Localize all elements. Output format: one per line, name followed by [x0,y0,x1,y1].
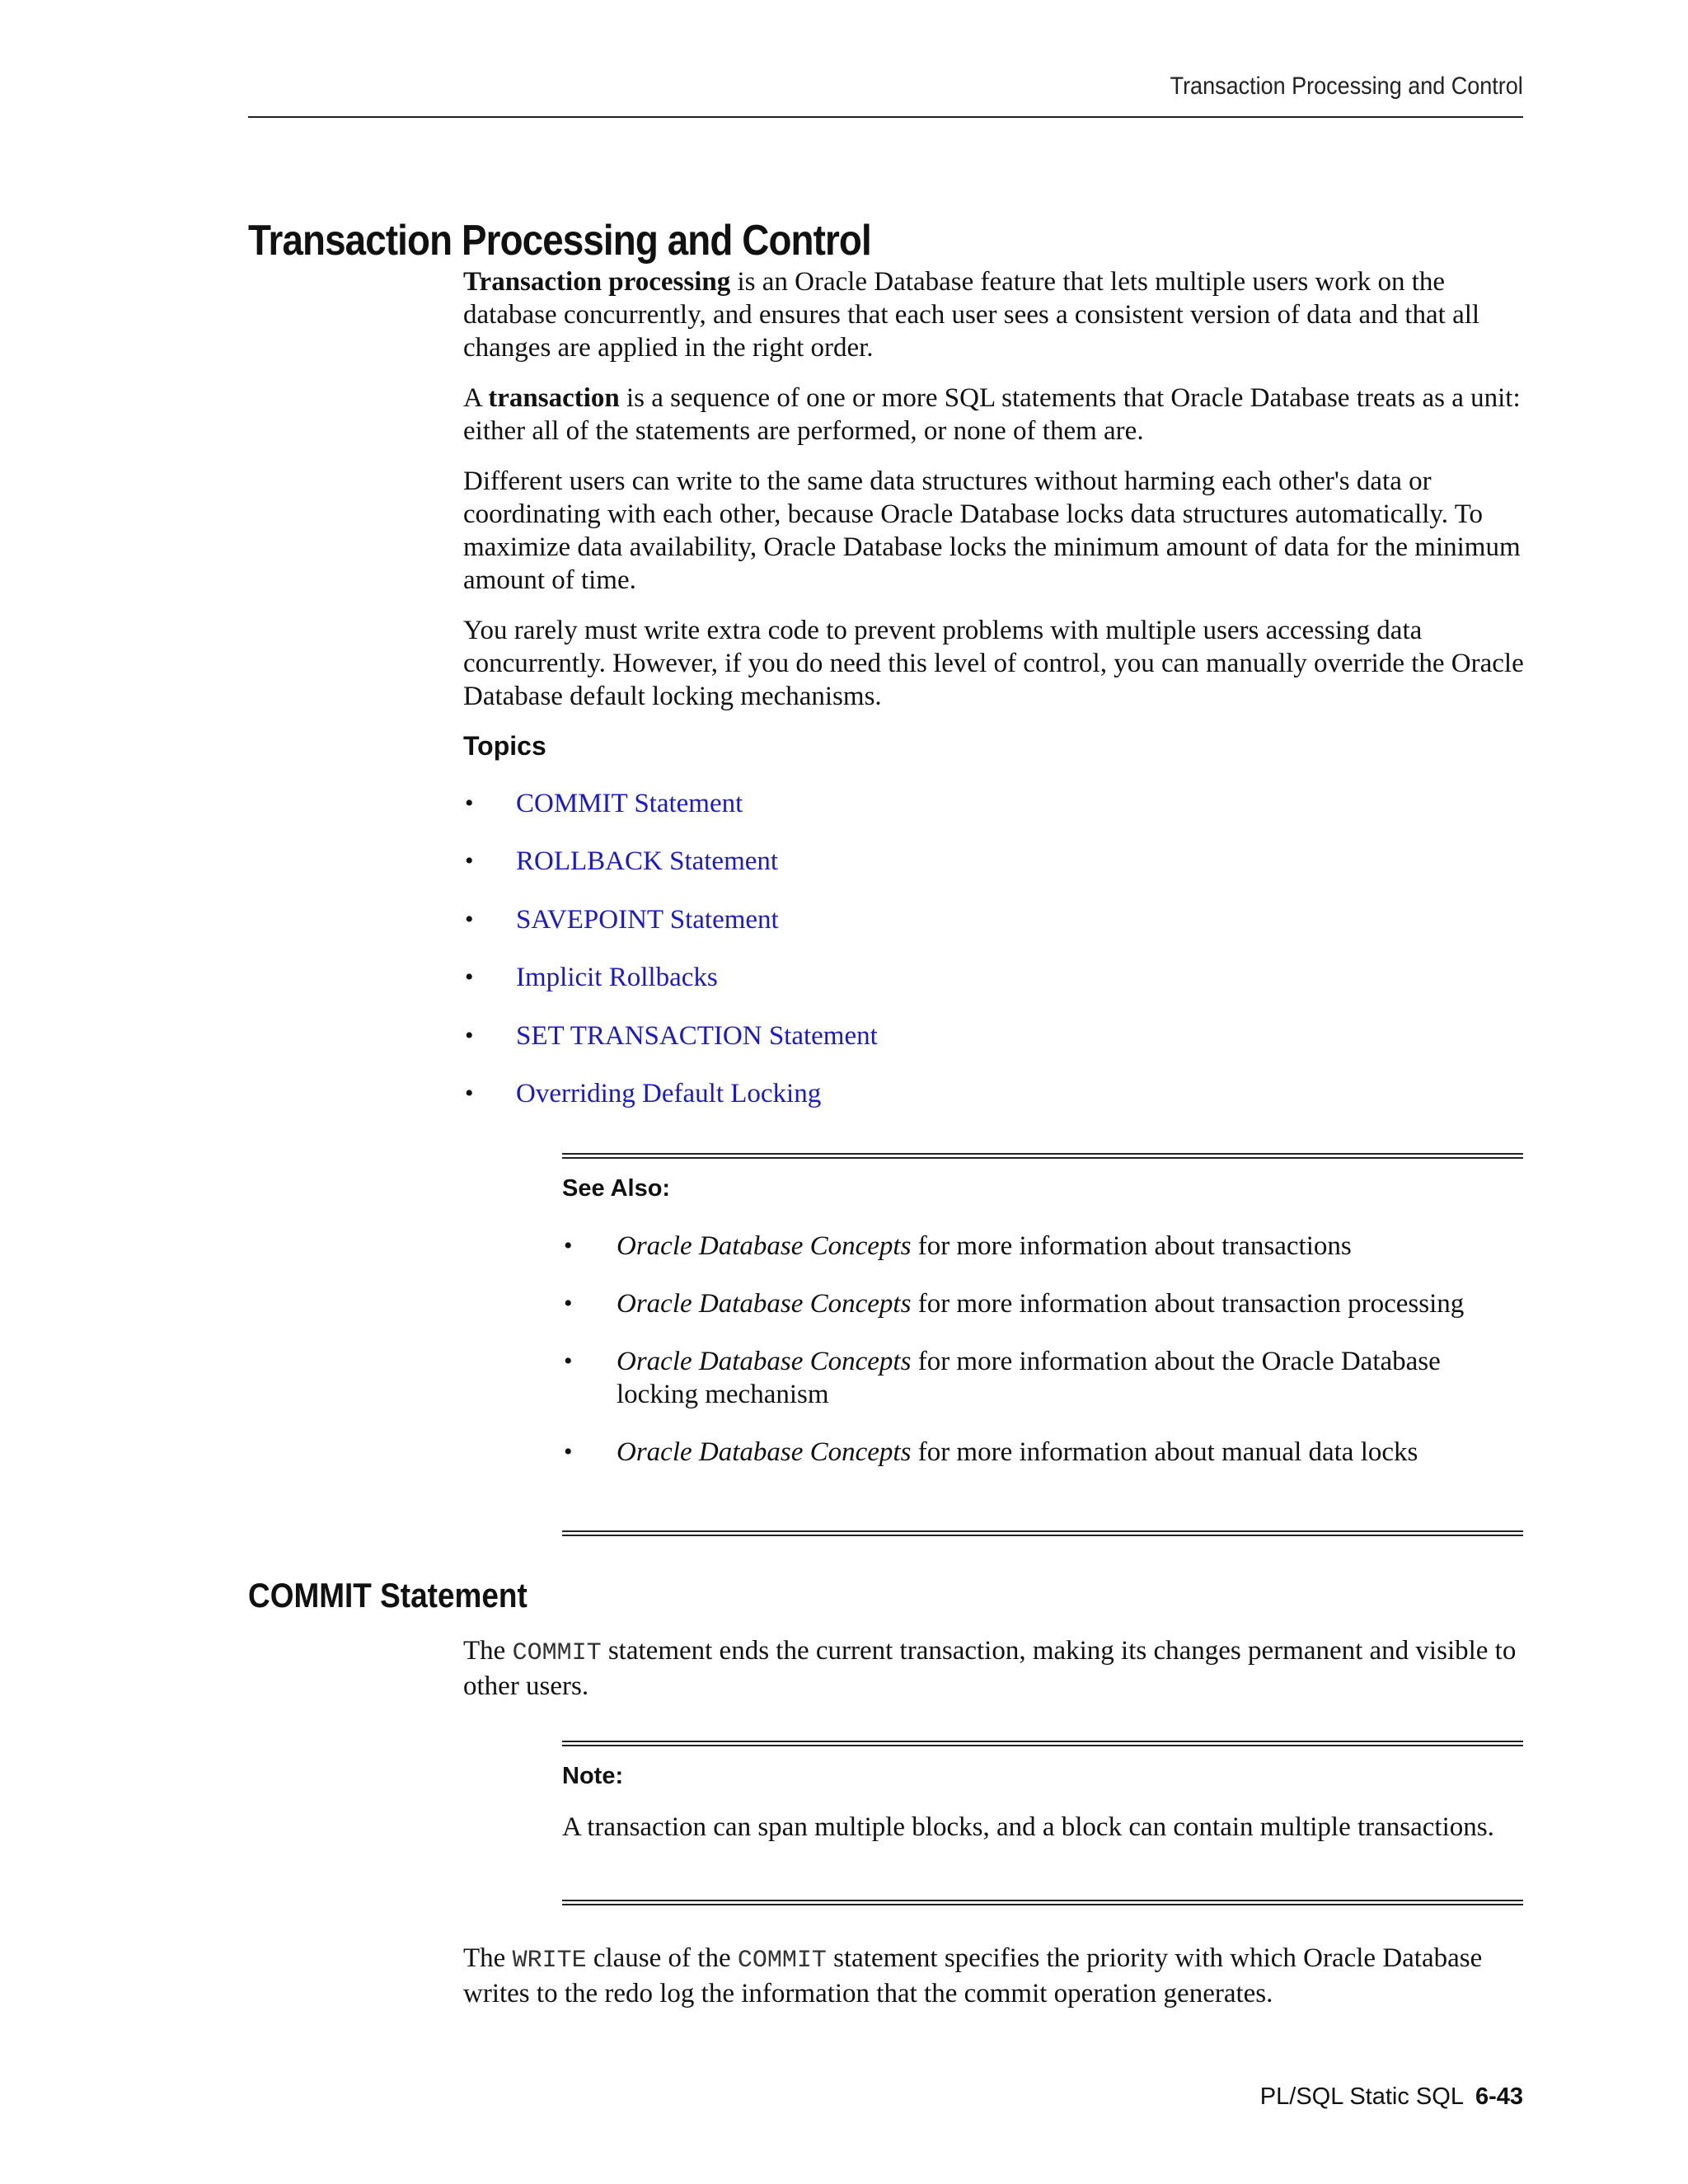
code-commit: COMMIT [737,1947,827,1975]
list-item [463,787,1370,845]
see-also-bottom-rule [562,1530,1523,1536]
bullet-icon: • [465,1021,474,1049]
bullet-icon: • [465,790,474,817]
intro-paragraph-1: Transaction processing is an Oracle Database feature that lets multiple users work on the database concurrently, and ensures that each user sees a consistent version of data and that all changes are applied in the right order. [463,267,1480,363]
note-heading: Note: [562,1763,624,1789]
topic-link-set-transaction-statement[interactable]: SET TRANSACTION Statement [516,1020,878,1051]
book-title: Oracle Database Concepts [617,1289,912,1319]
section-title: Transaction Processing and Control [248,217,871,265]
bullet-icon: • [465,1079,474,1107]
page-number: 6-43 [1475,2083,1523,2110]
topic-link-overriding-default-locking[interactable]: Overriding Default Locking [516,1078,822,1108]
see-also-top-rule [562,1153,1523,1159]
note-top-rule [562,1741,1523,1746]
bullet-icon: • [564,1438,573,1465]
term-transaction-processing: Transaction processing [463,267,731,297]
intro-paragraph-4: You rarely must write extra code to prevent problems with multiple users accessing data concurrently. However, if you do need this level of control, you can manually override the Oracle Database default locking mechanisms. [463,616,1524,711]
topics-heading: Topics [463,731,546,761]
topic-link-implicit-rollbacks[interactable]: Implicit Rollbacks [516,963,718,993]
see-also-heading: See Also: [562,1175,671,1202]
list-item: • Oracle Database Concepts for more information about the Oracle Database locking mechanism [564,1347,1441,1409]
bullet-icon: • [564,1347,573,1375]
book-title: Oracle Database Concepts [617,1437,912,1467]
list-item [463,961,1370,1019]
commit-section-title: COMMIT Statement [248,1576,528,1615]
topic-link-savepoint-statement[interactable]: SAVEPOINT Statement [516,904,779,935]
topics-list [463,787,1370,1135]
list-item: • Oracle Database Concepts for more information about transactions [564,1231,1352,1261]
bullet-icon: • [465,963,474,991]
running-header: Transaction Processing and Control [1170,73,1523,100]
intro-paragraph-3: Different users can write to the same data structures without harming each other's data or coordinating with each other, because Oracle Database locks data structures automatically. To maximize data availability, Oracle Database locks the minimum amount of data for the minimum amount of time. [463,466,1521,595]
page-footer [1260,2083,1523,2111]
book-title: Oracle Database Concepts [617,1231,912,1261]
footer-book-title: PL/SQL Static SQL [1259,2083,1464,2110]
intro-paragraph-2: A transaction is a sequence of one or more SQL statements that Oracle Database treats as a unit: either all of the statements are performed, or none of them are. [463,383,1521,446]
list-item [463,845,1370,902]
bullet-icon: • [564,1290,573,1317]
bullet-icon: • [465,847,474,875]
code-write: WRITE [512,1947,587,1975]
note-text: A transaction can span multiple blocks, and a block can contain multiple transactions. [562,1812,1494,1842]
code-commit: COMMIT [512,1639,602,1667]
commit-paragraph-1: The COMMIT statement ends the current transaction, making its changes permanent and visible to other users. [463,1636,1517,1701]
list-item [463,1077,1370,1135]
bullet-icon: • [564,1232,573,1259]
commit-paragraph-2: The WRITE clause of the COMMIT statement specifies the priority with which Oracle Database writes to the redo log the information that the commit operation generates. [463,1943,1483,2008]
list-item: • Oracle Database Concepts for more information about transaction processing [564,1289,1465,1319]
bullet-icon: • [465,905,474,933]
book-title: Oracle Database Concepts [617,1347,912,1376]
see-also-list [562,1230,1523,1493]
header-rule [248,116,1523,118]
term-transaction: transaction [488,383,620,413]
note-bottom-rule [562,1900,1523,1905]
topic-link-rollback-statement[interactable]: ROLLBACK Statement [516,846,779,877]
list-item: • Oracle Database Concepts for more information about manual data locks [564,1437,1418,1467]
topic-link-commit-statement[interactable]: COMMIT Statement [516,789,743,818]
list-item [463,903,1370,961]
list-item [463,1019,1370,1077]
